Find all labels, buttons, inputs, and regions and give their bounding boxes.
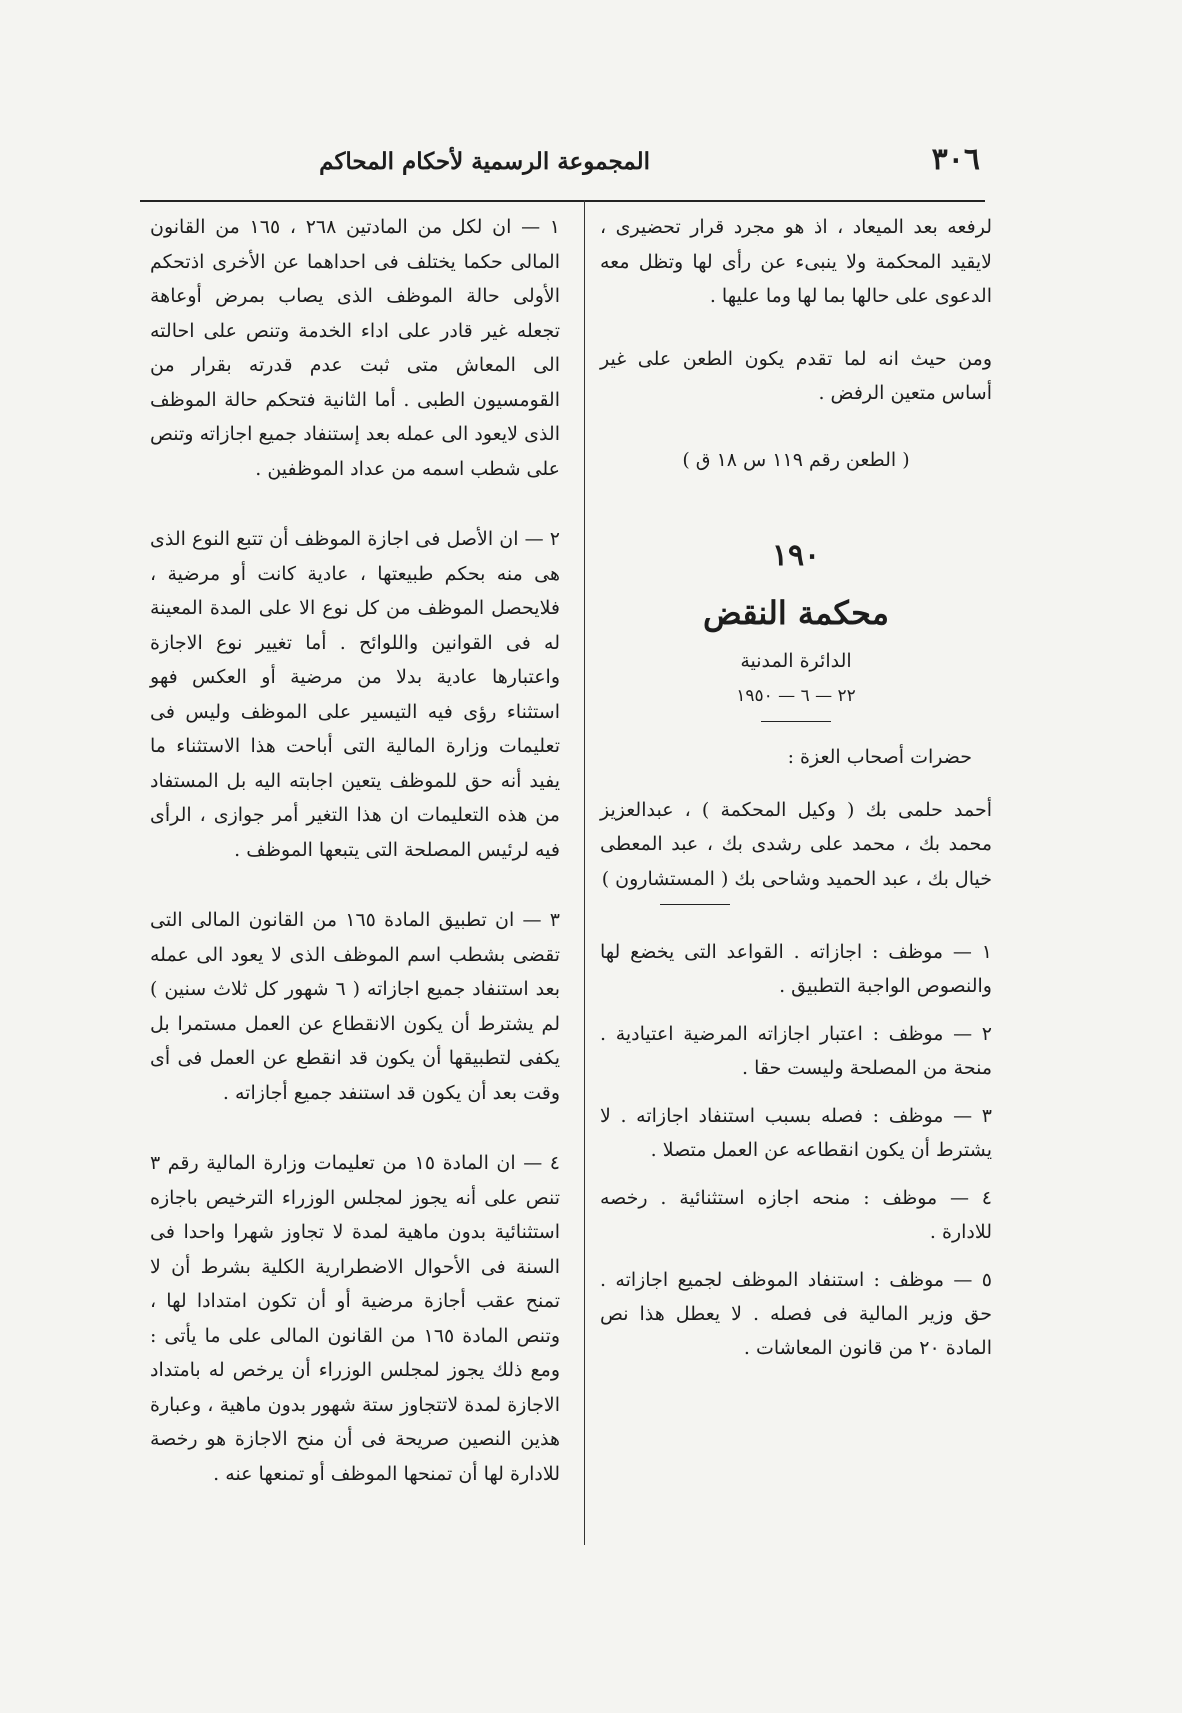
paragraph: ومن حيث انه لما تقدم يكون الطعن على غير أساس متعين الرفض . [600,347,992,404]
principle-paragraph: ٣ — ان تطبيق المادة ١٦٥ من القانون المالى التى تقضى بشطب اسم الموظف الذى لا يعود الى عمله بعد استنفاد جميع اجازاته ( ٦ شهور كل ثلاث سنين ) لم يشترط أن يكون الانقطاع عن العمل مستمرا بل يكفى لتطبيقها أن يكون قد انقطع عن العمل فى أى وقت بعد أن يكون قد استنفد جميع أجازاته . [150,909,560,1104]
column-divider [584,200,585,1545]
paragraph: لرفعه بعد الميعاد ، اذ هو مجرد قرار تحضيرى ، لايقيد المحكمة ولا ينبىء عن رأى لها وتظل معه الدعوى على حالها بما لها وما عليها . [600,216,992,307]
attendees-list: أحمد حلمى بك ( وكيل المحكمة ) ، عبدالعزيز محمد بك ، محمد على رشدى بك ، عبد المعطى خيال بك ، عبد الحميد وشاحى بك ( المستشارون ) [600,798,992,890]
header-rule [140,200,985,202]
headnote: ٤ — موظف : منحه اجازه استثنائية . رخصه للادارة . [600,1187,992,1243]
headnote: ١ — موظف : اجازاته . القواعد التى يخضع لها والنصوص الواجبة التطبيق . [600,941,992,997]
headnote: ٣ — موظف : فصله بسبب استنفاد اجازاته . لا يشترط أن يكون انقطاعه عن العمل متصلا . [600,1105,992,1161]
principle-paragraph: ١ — ان لكل من المادتين ٢٦٨ ، ١٦٥ من القانون المالى حكما يختلف فى احداهما عن الأخرى اذتحكم الأولى حالة الموظف الذى يصاب بمرض أوعاهة تجعله غير قادر على اداء الخدمة وتنص على احالته الى المعاش متى ثبت عدم قدرته بقرار من القومسيون الطبى . أما الثانية فتحكم حالة الموظف الذى لايعود الى عمله بعد إستنفاد جميع اجازاته وتنص على شطب اسمه من عداد الموظفين . [150,216,560,480]
circuit-name: الدائرة المدنية [740,650,852,672]
headnote: ٢ — موظف : اعتبار اجازاته المرضية اعتيادية . منحة من المصلحة وليست حقا . [600,1023,992,1079]
separator-rule [761,721,831,722]
running-title: المجموعة الرسمية لأحكام المحاكم [319,148,650,175]
separator-rule [660,904,730,905]
principle-paragraph: ٤ — ان المادة ١٥ من تعليمات وزارة المالية رقم ٣ تنص على أنه يجوز لمجلس الوزراء الترخيص باجازه استثنائية بدون ماهية لمدة لا تجاوز شهرا واحدا فى السنة فى الأحوال الاضطرارية الكلية بشرط أن لا تمنح عقب أجازة مرضية أو أن تكون امتدادا لها ، وتنص المادة ١٦٥ من القانون المالى على ما يأتى : ومع ذلك يجوز لمجلس الوزراء أن يرخص له بامتداد الاجازة لمدة لاتتجاوز ستة شهور بدون ماهية ، وعبارة هذين النصين صريحة فى أن منح الاجازة هو رخصة للادارة لها أن تمنحها الموظف أو تمنعها عنه . [150,1152,560,1485]
headnote: ٥ — موظف : استنفاد الموظف لجميع اجازاته . حق وزير المالية فى فصله . لا يعطل هذا نص المادة ٢٠ من قانون المعاشات . [600,1269,992,1359]
court-name: محكمة النقض [703,593,889,632]
case-number: ١٩٠ [771,538,821,573]
appeal-reference: ( الطعن رقم ١١٩ س ١٨ ق ) [682,448,910,471]
session-date: ٢٢ — ٦ — ١٩٥٠ [736,685,856,706]
left-column [150,210,560,1491]
page-number: ٣٠٦ [931,142,980,177]
principle-paragraph: ٢ — ان الأصل فى اجازة الموظف أن تتبع النوع الذى هى منه بحكم طبيعتها ، عادية كانت أو مرضية ، فلايحصل الموظف من كل نوع الا على المدة المعينة له فى القوانين واللوائح . أما تغيير نوع الاجازة واعتبارها عادية بدلا من مرضية أو العكس فهو استثناء رؤى فيه التيسير على الموظف وليس فى تعليمات وزارة المالية التى أباحت هذا الاستثناء ما يفيد أنه حق للموظف يتعين اجابته اليه بل المستفاد من هذه التعليمات ان هذا التغير أمر جوازى ، الرأى فيه لرئيس المصلحة التى يتبعها الموظف . [150,528,560,861]
page-header [140,142,980,192]
attendees-heading: حضرات أصحاب العزة : [787,746,972,768]
right-column [600,210,992,1365]
